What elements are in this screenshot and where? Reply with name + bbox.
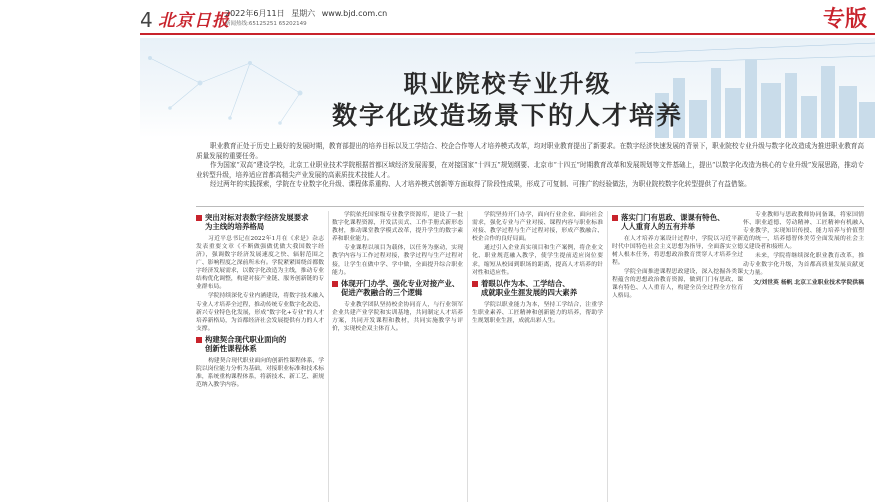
page-number: 4 bbox=[140, 8, 153, 32]
body-paragraph: 构建契合现代职业面向的创新性课程体系，学院以岗位能力分析为基础，对接职业标准和技术标准，系统重构课程体系，将新技术、新工艺、新规范纳入教学内容。 bbox=[196, 357, 324, 389]
body-paragraph: 学院依托国家级专业教学资源库，建设了一批数字化课程资源，开发活页式、工作手册式新形态教材，推动课堂教学模式改革，提升学生的数字素养和职业能力。 bbox=[332, 212, 463, 243]
body-paragraph: 专业教师与思政教师协同备课，将家国情怀、职业道德、劳动精神、工匠精神有机融入专业教学，实现知识传授、能力培养与价值塑造的统一，培养德智体美劳全面发展的社会主义建设者和接班人。 bbox=[743, 212, 864, 251]
masthead-rule bbox=[140, 33, 875, 35]
heading-marker-icon bbox=[612, 215, 618, 221]
body-paragraph: 习近平总书记在2022年1月在《求是》杂志发表重要文章《不断做强做优做大我国数字经济》，强调数字经济发展速度之快、辐射范围之广、影响程度之深前所未有。学院紧紧围绕首都数字经济发展需求，以数字化改造为主线，推动专业结构优化调整，构建对接产业链、服务创新链的专业群布局。 bbox=[196, 235, 324, 291]
body-paragraph: 学院坚持开门办学，面向行业企业、面向社会需求，强化专业与产业对接、课程内容与职业标准对接、教学过程与生产过程对接，形成产教融合、校企合作的良好局面。 bbox=[472, 212, 603, 243]
section-heading-5: 落实门门有思政、课课有特色、 人人重育人的五有并举 bbox=[612, 213, 743, 232]
heading-marker-icon bbox=[472, 281, 478, 287]
hotline-line: 新闻热线:65125251 65202149 bbox=[225, 21, 307, 27]
headline-line-1: 职业院校专业升级 bbox=[403, 69, 612, 98]
section-heading-3: 体现开门办学、强化专业对接产业、 促进产教融合的三个逻辑 bbox=[332, 279, 463, 298]
heading-marker-icon bbox=[196, 337, 202, 343]
article-column-4 bbox=[612, 211, 743, 502]
headline-line-2: 数字化改造场景下的人才培养 bbox=[331, 101, 683, 130]
article-column-3 bbox=[472, 211, 603, 502]
intro-text bbox=[196, 142, 864, 190]
body-paragraph: 专业课程以项目为载体，以任务为驱动，实现教学内容与工作过程对接，教学过程与生产过程对接，让学生在做中学、学中做，全面提升综合职业能力。 bbox=[332, 245, 463, 276]
body-paragraph: 未来，学院将继续深化职业教育改革，推动专业数字化升级，为首都高质量发展贡献更大力量。 bbox=[743, 253, 864, 276]
body-paragraph: 在人才培养方案设计过程中，学院以习近平新时代中国特色社会主义思想为指导，全面落实立德树人根本任务，将思想政治教育贯穿人才培养全过程。 bbox=[612, 235, 743, 267]
article-byline: 文/刘世英 杨帆 北京工业职业技术学院供稿 bbox=[753, 279, 864, 286]
body-paragraph: 通过引入企业真实项目和生产案例，将企业文化、职业规范融入教学，使学生提前适应岗位要求，缩短从校园到职场的距离，提高人才培养的针对性和适应性。 bbox=[472, 245, 603, 276]
section-divider bbox=[196, 206, 864, 207]
heading-marker-icon bbox=[332, 281, 338, 287]
headline-banner bbox=[140, 38, 875, 138]
article-column-5 bbox=[743, 211, 864, 502]
newspaper-logo: 北京日报 bbox=[158, 11, 230, 31]
issue-weekday: 星期六 bbox=[291, 9, 316, 18]
intro-paragraph: 经过两年的实践探索，学院在专业数字化升级、课程体系重构、人才培养模式创新等方面取得了阶段性成果，形成了可复制、可推广的经验做法，为职业院校数字化转型提供了有益借鉴。 bbox=[210, 180, 751, 189]
website-link[interactable]: www.bjd.com.cn bbox=[321, 9, 388, 18]
section-heading-2: 构建契合现代职业面向的 创新性课程体系 bbox=[196, 335, 324, 354]
body-paragraph: 学院全面推进课程思政建设，深入挖掘各类课程蕴含的思想政治教育资源，做到门门有思政、课课有特色、人人重育人，构建全员全过程全方位育人格局。 bbox=[612, 269, 743, 300]
section-heading-4: 着眼以作为本、工学结合、 成就职业生涯发展的四大素养 bbox=[472, 279, 603, 298]
masthead bbox=[0, 0, 879, 34]
intro-paragraph: 作为国家“双高”建设学校，北京工业职业技术学院根据首都区域经济发展需要，在对接国家“十四五”规划纲要、北京市“十四五”时期教育改革和发展规划等文件基础上，提出“以数字化改造为核心的专业升级”发展思路，推动专业转型升级，培养适应首都高精尖产业发展的高素质技术技能人才。 bbox=[196, 161, 864, 179]
column-rule bbox=[328, 211, 329, 502]
column-rule bbox=[467, 211, 468, 502]
article-column-2 bbox=[332, 211, 463, 502]
issue-date: 2022年6月11日 bbox=[225, 9, 285, 18]
article-column-1 bbox=[196, 211, 324, 502]
body-paragraph: 学院持续深化专业内涵建设，将数字技术融入专业人才培养全过程，推动传统专业数字化改造、新兴专业特色化发展，形成“数字化+专业”的人才培养新格局，为首都经济社会发展提供有力的人才支撑。 bbox=[196, 293, 324, 332]
heading-marker-icon bbox=[196, 215, 202, 221]
edition-label: 专版 bbox=[822, 7, 867, 32]
body-paragraph: 专业教学团队坚持校企协同育人，与行业领军企业共建产业学院和实训基地，共同制定人才培养方案，共同开发课程和教材，共同实施教学与评价，实现校企双主体育人。 bbox=[332, 301, 463, 332]
body-paragraph: 学院以职业能力为本，坚持工学结合，注重学生职业素养、工匠精神和创新能力的培养，帮助学生规划职业生涯，成就出彩人生。 bbox=[472, 301, 603, 324]
column-rule bbox=[607, 211, 608, 502]
intro-paragraph: 职业教育正处于历史上最好的发展时期，教育部提出的培养目标以及工学结合、校企合作等人才培养模式改革，均对职业教育提出了新要求。在数字经济快速发展的背景下，职业院校专业升级与数字化改造成为推进职业教育高质量发展的重要任务。 bbox=[196, 142, 864, 160]
date-line bbox=[225, 8, 391, 19]
section-heading-1: 突出对标对表数字经济发展要求 为主线的培养格局 bbox=[196, 213, 324, 232]
